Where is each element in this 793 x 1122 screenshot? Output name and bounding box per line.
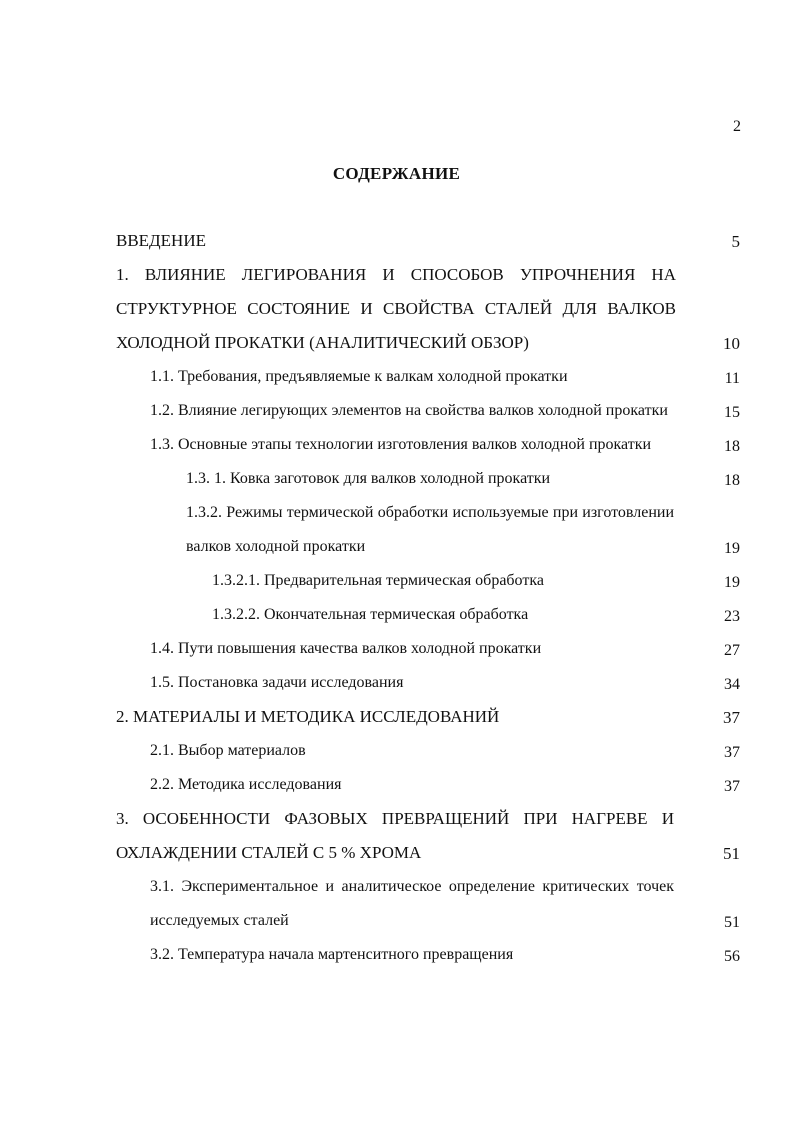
toc-entry-text: 1.5. Постановка задачи исследования [150, 674, 404, 691]
toc-entry-1-2[interactable] [116, 394, 740, 428]
toc-entry-text: 1.3. Основные этапы технологии изготовления валков холодной прокатки [150, 436, 652, 453]
toc-entry-text: 2. МАТЕРИАЛЫ И МЕТОДИКА ИССЛЕДОВАНИЙ [116, 707, 500, 726]
toc-entry-introduction[interactable] [116, 224, 740, 258]
toc-entry-1-1[interactable] [116, 360, 740, 394]
toc-entry-1-4[interactable] [116, 632, 740, 666]
toc-entry-page: 11 [724, 370, 740, 387]
toc-entry-page: 51 [723, 844, 740, 863]
toc-entry-page: 19 [724, 540, 740, 557]
table-of-contents [116, 224, 740, 972]
toc-entry-2-1[interactable] [116, 734, 740, 768]
toc-entry-text: 1. ВЛИЯНИЕ ЛЕГИРОВАНИЯ И СПОСОБОВ УПРОЧНЕНИЯ НА СТРУКТУРНОЕ СОСТОЯНИЕ И СВОЙСТВА СТАЛЕЙ ДЛЯ ВАЛКОВ ХОЛОДНОЙ ПРОКАТКИ (АНАЛИТИЧЕСКИЙ ОБЗОР) [116, 265, 676, 352]
toc-entry-chapter-1[interactable] [116, 258, 740, 360]
toc-entry-page: 34 [724, 676, 740, 693]
toc-entry-chapter-3[interactable] [116, 802, 740, 870]
toc-entry-3-1[interactable] [116, 870, 740, 938]
toc-entry-page: 23 [724, 608, 740, 625]
toc-entry-3-2[interactable] [116, 938, 740, 972]
toc-entry-text: 1.2. Влияние легирующих элементов на свойства валков холодной прокатки [150, 402, 668, 419]
toc-entry-page: 19 [724, 574, 740, 591]
toc-entry-page: 51 [724, 914, 740, 931]
toc-entry-text: 3.2. Температура начала мартенситного превращения [150, 946, 514, 963]
toc-entry-page: 27 [724, 642, 740, 659]
toc-entry-2-2[interactable] [116, 768, 740, 802]
toc-entry-page: 37 [724, 778, 740, 795]
toc-entry-page: 18 [724, 438, 740, 455]
toc-entry-text: 2.2. Методика исследования [150, 776, 342, 793]
toc-entry-page: 18 [724, 472, 740, 489]
toc-entry-1-3-2-2[interactable] [116, 598, 740, 632]
toc-entry-1-5[interactable] [116, 666, 740, 700]
toc-entry-text: 2.1. Выбор материалов [150, 742, 306, 759]
page-title: СОДЕРЖАНИЕ [332, 164, 461, 183]
toc-entry-text: 1.1. Требования, предъявляемые к валкам холодной прокатки [150, 368, 568, 385]
toc-entry-chapter-2[interactable] [116, 700, 740, 734]
toc-entry-1-3-2[interactable] [116, 496, 740, 564]
toc-entry-text: 1.4. Пути повышения качества валков холодной прокатки [150, 640, 542, 657]
toc-entry-text: 1.3.2. Режимы термической обработки используемые при изготовлении валков холодной прокатки [186, 504, 674, 555]
toc-entry-text: 1.3.2.1. Предварительная термическая обработка [212, 572, 544, 589]
toc-entry-page: 5 [731, 232, 740, 251]
toc-entry-text: 3. ОСОБЕННОСТИ ФАЗОВЫХ ПРЕВРАЩЕНИЙ ПРИ НАГРЕВЕ И ОХЛАЖДЕНИИ СТАЛЕЙ С 5 % ХРОМА [116, 809, 674, 862]
toc-entry-text: 1.3.2.2. Окончательная термическая обработка [212, 606, 529, 623]
toc-entry-text: ВВЕДЕНИЕ [116, 231, 206, 250]
toc-entry-text: 3.1. Экспериментальное и аналитическое определение критических точек исследуемых сталей [150, 878, 674, 929]
toc-entry-page: 10 [723, 334, 740, 353]
page-number: 2 [733, 118, 741, 135]
toc-entry-page: 37 [723, 708, 740, 727]
toc-entry-page: 15 [724, 404, 740, 421]
toc-entry-page: 56 [724, 948, 740, 965]
toc-entry-page: 37 [724, 744, 740, 761]
toc-entry-text: 1.3. 1. Ковка заготовок для валков холодной прокатки [186, 470, 551, 487]
toc-entry-1-3-2-1[interactable] [116, 564, 740, 598]
toc-entry-1-3[interactable] [116, 428, 740, 462]
toc-entry-1-3-1[interactable] [116, 462, 740, 496]
